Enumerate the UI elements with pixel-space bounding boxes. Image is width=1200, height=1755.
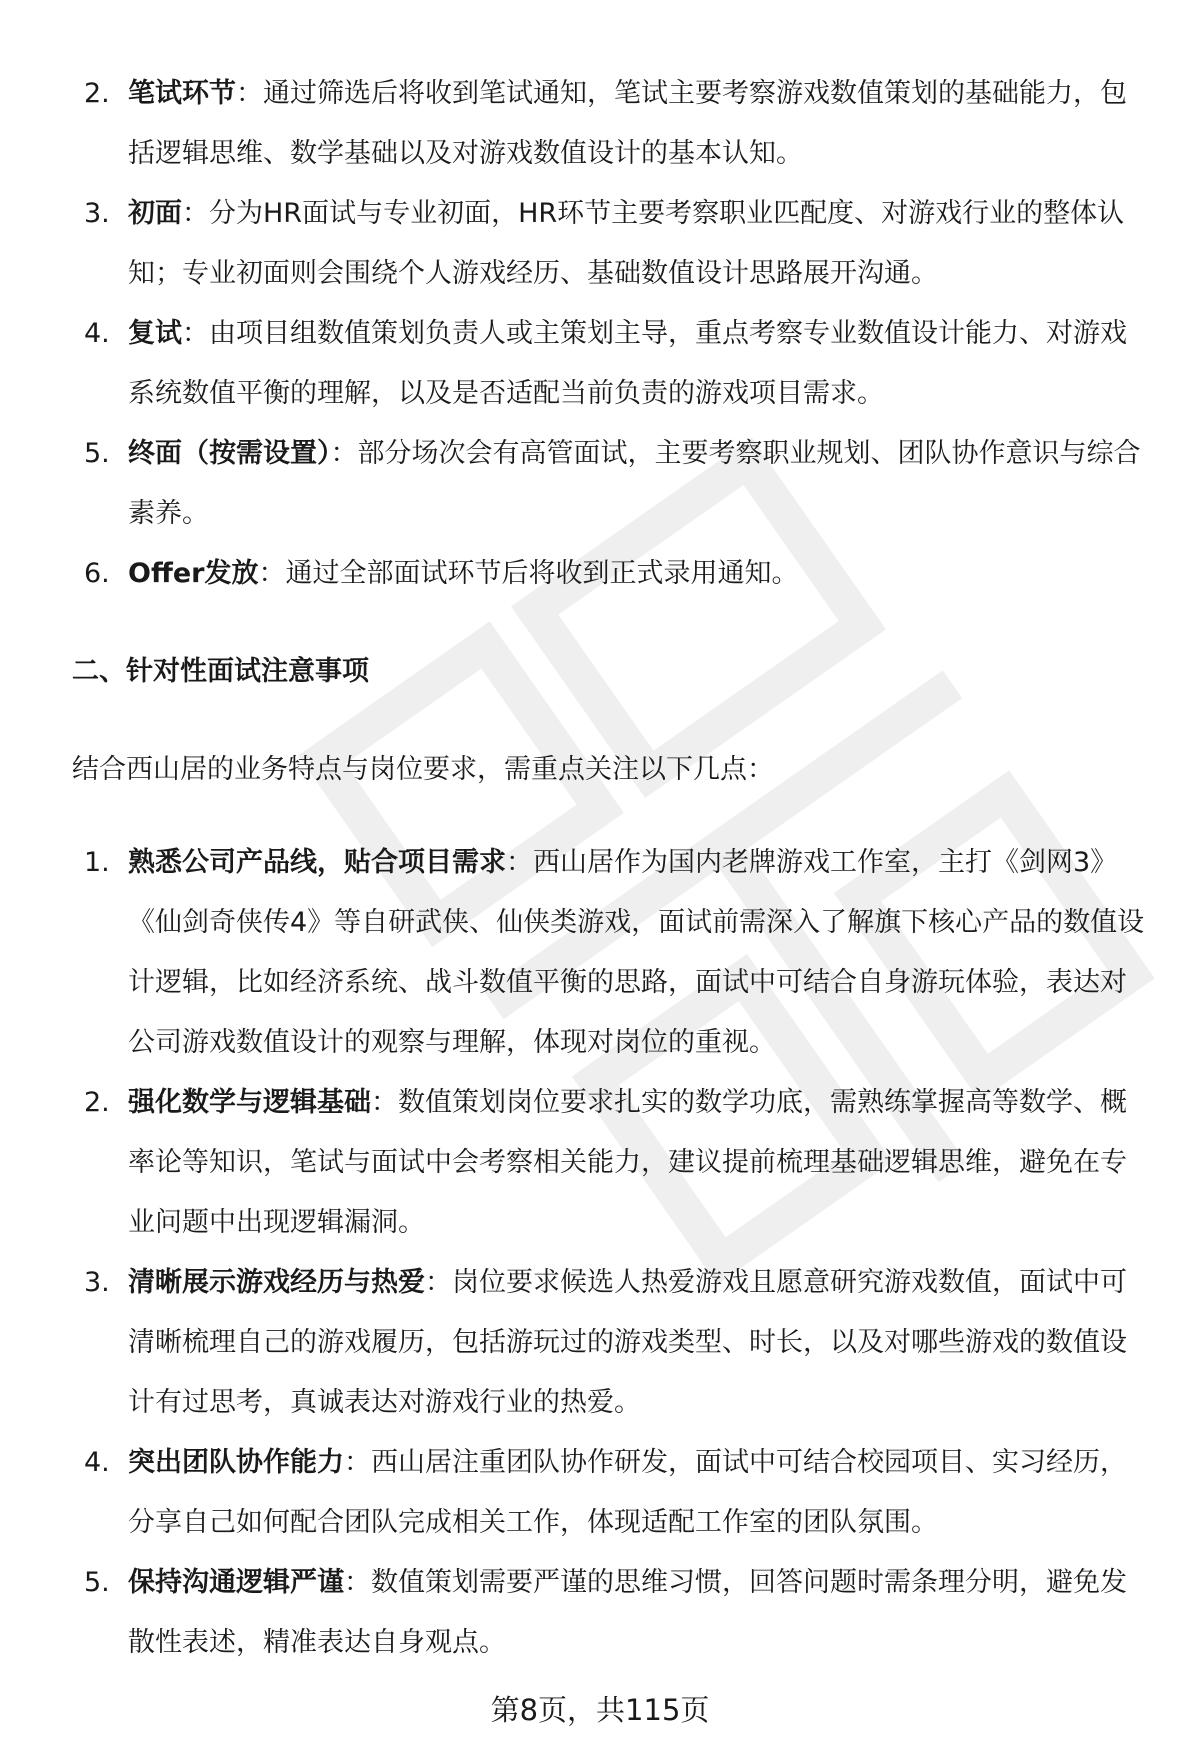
item-separator: ： xyxy=(330,438,358,469)
list-item xyxy=(0,1253,1200,1433)
item-number: 2. xyxy=(84,78,110,109)
item-separator: ： xyxy=(344,1447,371,1478)
list-item xyxy=(0,1433,1200,1553)
list-item xyxy=(0,544,1200,604)
item-separator: ： xyxy=(236,78,263,109)
item-separator: ： xyxy=(182,318,209,349)
item-body: 分为HR面试与专业初面，HR环节主要考察职业匹配度、对游戏行业的整体认知；专业初面则会围绕个人游戏经历、基础数值设计思路展开沟通。 xyxy=(128,198,1125,289)
item-title: 突出团队协作能力 xyxy=(128,1447,344,1478)
item-number: 3. xyxy=(84,198,110,229)
section-heading: 二、针对性面试注意事项 xyxy=(72,656,369,687)
item-separator: ： xyxy=(425,1267,452,1298)
item-body: 部分场次会有高管面试，主要考察职业规划、团队协作意识与综合素养。 xyxy=(128,438,1141,529)
item-title: 强化数学与逻辑基础 xyxy=(128,1087,371,1118)
list-item xyxy=(0,184,1200,304)
list-item xyxy=(0,833,1200,1073)
item-title: 熟悉公司产品线，贴合项目需求 xyxy=(128,847,506,878)
item-title: 终面（按需设置） xyxy=(128,438,331,469)
item-number: 4. xyxy=(84,1447,110,1478)
item-number: 4. xyxy=(84,318,110,349)
item-separator: ： xyxy=(344,1567,371,1598)
item-body: 西山居注重团队协作研发，面试中可结合校园项目、实习经历，分享自己如何配合团队完成相关工作，体现适配工作室的团队氛围。 xyxy=(128,1447,1127,1538)
item-title: Offer发放 xyxy=(128,558,259,589)
list-item xyxy=(0,1073,1200,1253)
item-body: 通过全部面试环节后将收到正式录用通知。 xyxy=(285,558,799,589)
item-separator: ： xyxy=(371,1087,398,1118)
item-number: 1. xyxy=(84,847,110,878)
item-separator: ： xyxy=(182,198,209,229)
list-item xyxy=(0,424,1200,544)
list-item xyxy=(0,304,1200,424)
item-body: 西山居作为国内老牌游戏工作室，主打《剑网3》《仙剑奇侠传4》等自研武侠、仙侠类游戏，面试前需深入了解旗下核心产品的数值设计逻辑，比如经济系统、战斗数值平衡的思路，面试中可结合自身游玩体验，表达对公司游戏数值设计的观察与理解，体现对岗位的重视。 xyxy=(128,847,1145,1058)
item-number: 6. xyxy=(84,558,110,589)
list-item xyxy=(0,1553,1200,1673)
item-separator: ： xyxy=(258,558,286,589)
item-number: 5. xyxy=(84,438,110,469)
item-body: 数值策划需要严谨的思维习惯，回答问题时需条理分明，避免发散性表述，精准表达自身观点。 xyxy=(128,1567,1127,1658)
item-body: 通过筛选后将收到笔试通知，笔试主要考察游戏数值策划的基础能力，包括逻辑思维、数学基础以及对游戏数值设计的基本认知。 xyxy=(128,78,1127,169)
item-title: 保持沟通逻辑严谨 xyxy=(128,1567,344,1598)
item-number: 2. xyxy=(84,1087,110,1118)
item-title: 复试 xyxy=(128,318,182,349)
item-body: 数值策划岗位要求扎实的数学功底，需熟练掌握高等数学、概率论等知识，笔试与面试中会考察相关能力，建议提前梳理基础逻辑思维，避免在专业问题中出现逻辑漏洞。 xyxy=(128,1087,1127,1238)
interview-tips-list xyxy=(0,833,1200,1673)
item-title: 笔试环节 xyxy=(128,78,236,109)
item-body: 由项目组数值策划负责人或主策划主导，重点考察专业数值设计能力、对游戏系统数值平衡的理解，以及是否适配当前负责的游戏项目需求。 xyxy=(128,318,1127,409)
section-intro: 结合西山居的业务特点与岗位要求，需重点关注以下几点： xyxy=(72,754,774,785)
list-item xyxy=(0,64,1200,184)
item-separator: ： xyxy=(506,847,533,878)
process-steps-list xyxy=(0,64,1200,604)
item-body: 岗位要求候选人热爱游戏且愿意研究游戏数值，面试中可清晰梳理自己的游戏履历，包括游玩过的游戏类型、时长，以及对哪些游戏的数值设计有过思考，真诚表达对游戏行业的热爱。 xyxy=(128,1267,1127,1418)
page-number-footer: 第8页，共115页 xyxy=(490,1693,710,1727)
item-number: 3. xyxy=(84,1267,110,1298)
item-title: 清晰展示游戏经历与热爱 xyxy=(128,1267,425,1298)
item-number: 5. xyxy=(84,1567,110,1598)
item-title: 初面 xyxy=(128,198,182,229)
